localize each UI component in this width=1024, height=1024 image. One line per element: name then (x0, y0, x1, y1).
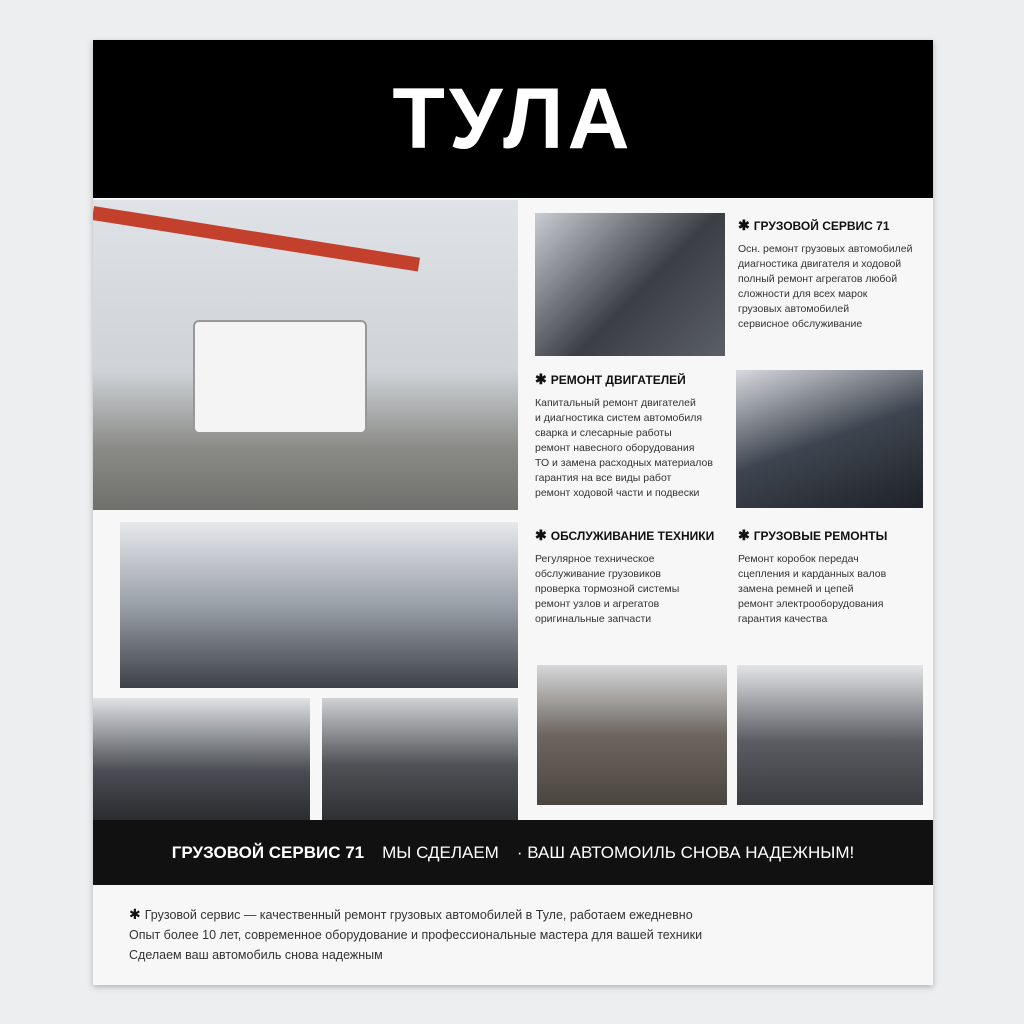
tires-workshop-photo (93, 698, 310, 820)
crane-beam (93, 206, 420, 271)
mechanic-icon: ✱ (738, 527, 750, 543)
text-block-3: ✱ ОБСЛУЖИВАНИЕ ТЕХНИКИ Регулярное техническое обслуживание грузовиков проверка тормозной системы ремонт узлов и агрегатов оригинальные запчасти (535, 527, 715, 625)
text-block-2: ✱ РЕМОНТ ДВИГАТЕЛЕЙ Капитальный ремонт двигателей и диагностика систем автомобиля сварка и слесарные работы ремонт навесного оборудования ТО и замена расходных материалов гарантия на все виды работ ремонт ходовой части и подвески (535, 371, 713, 499)
dump-truck-repair-photo (120, 522, 518, 688)
mechanic-icon: ✱ (535, 371, 547, 387)
footer-text: ✱ Грузовой сервис — качественный ремонт грузовых автомобилей в Туле, работаем ежедневно Опыт более 10 лет, современное оборудование и профессиональные мастера для вашей техники Сделаем ваш автомобиль снова надежным (129, 906, 703, 962)
mechanic-icon: ✱ (738, 217, 750, 233)
text-block-4: ✱ ГРУЗОВЫЕ РЕМОНТЫ Ремонт коробок передач сцепления и карданных валов замена ремней и цепей ремонт электрооборудования гарантия качества (738, 527, 888, 625)
text-block-1: ✱ ГРУЗОВОЙ СЕРВИС 71 Осн. ремонт грузовых автомобилей диагностика двигателя и ходовой полный ремонт агрегатов любой сложности для всех марок грузовых автомобилей сервисное обслуживание (738, 217, 913, 330)
poster (93, 40, 933, 985)
garage-truck-photo (93, 200, 518, 510)
engine-parts-photo (322, 698, 518, 820)
mechanic-icon: ✱ (129, 906, 141, 922)
city-title: ТУЛА (392, 70, 634, 167)
slogan-band: ГРУЗОВОЙ СЕРВИС 71 МЫ СДЕЛАЕМ · ВАШ АВТОМОИЛЬ СНОВА НАДЕЖНЫМ! (93, 820, 933, 885)
header-banner (93, 40, 933, 198)
mechanic-icon: ✱ (535, 527, 547, 543)
white-truck (193, 320, 367, 434)
chassis-lift-photo (736, 370, 923, 508)
mechanics-engine-photo (535, 213, 725, 356)
engine-block-photo (537, 665, 727, 805)
mechanic-working-photo (737, 665, 923, 805)
